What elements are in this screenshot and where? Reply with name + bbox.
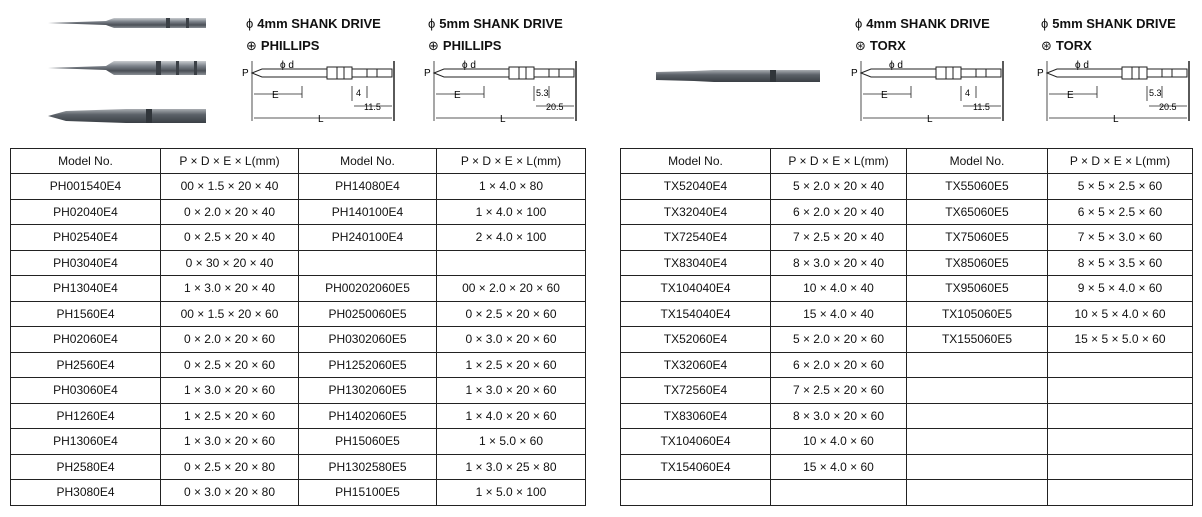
model-number-cell: TX154040E4 xyxy=(621,301,771,327)
table-row xyxy=(621,403,1193,429)
p-label: P xyxy=(242,68,249,79)
column-header: Model No. xyxy=(11,149,161,174)
table-row xyxy=(11,454,586,480)
dimensions-cell: 8 × 5 × 3.5 × 60 xyxy=(1048,250,1193,276)
dimensions-cell xyxy=(1048,454,1193,480)
model-number-cell: PH15060E5 xyxy=(299,429,437,455)
dimensions-cell: 2 × 4.0 × 100 xyxy=(437,225,586,251)
table-header-row xyxy=(621,149,1193,174)
table-row xyxy=(621,199,1193,225)
table-row xyxy=(11,174,586,200)
dimensions-cell: 5 × 5 × 2.5 × 60 xyxy=(1048,174,1193,200)
model-number-cell xyxy=(907,352,1048,378)
e-label: E xyxy=(881,90,888,101)
model-number-cell: TX72560E4 xyxy=(621,378,771,404)
dimensions-cell: 8 × 3.0 × 20 × 40 xyxy=(771,250,907,276)
model-number-cell: TX72540E4 xyxy=(621,225,771,251)
model-number-cell: PH14080E4 xyxy=(299,174,437,200)
dimensions-cell: 0 × 30 × 20 × 40 xyxy=(161,250,299,276)
dimensions-cell: 00 × 1.5 × 20 × 40 xyxy=(161,174,299,200)
table-row xyxy=(621,454,1193,480)
table-row xyxy=(621,480,1193,506)
dimensions-cell: 0 × 2.5 × 20 × 60 xyxy=(437,301,586,327)
dimensions-cell xyxy=(1048,429,1193,455)
dimensions-cell: 0 × 3.0 × 20 × 60 xyxy=(437,327,586,353)
model-number-cell: PH001540E4 xyxy=(11,174,161,200)
dimensions-cell: 10 × 4.0 × 40 xyxy=(771,276,907,302)
dimensions-cell: 1 × 5.0 × 100 xyxy=(437,480,586,506)
l-label: L xyxy=(927,114,933,125)
p-label: P xyxy=(851,68,858,79)
dimensions-cell: 00 × 2.0 × 20 × 60 xyxy=(437,276,586,302)
shank-title: 5mm SHANK DRIVE xyxy=(1052,16,1176,31)
tip-type: PHILLIPS xyxy=(442,38,502,53)
table-row xyxy=(621,301,1193,327)
dimensions-cell: 9 × 5 × 4.0 × 60 xyxy=(1048,276,1193,302)
model-number-cell xyxy=(907,429,1048,455)
diameter-symbol: ϕ xyxy=(428,16,436,31)
dimension-diagram-4mm-torx xyxy=(851,56,1011,128)
tip-dim: 5.3 xyxy=(536,88,549,98)
column-header: P × D × E × L(mm) xyxy=(771,149,907,174)
dimensions-cell: 0 × 2.0 × 20 × 40 xyxy=(161,199,299,225)
model-number-cell: PH1302060E5 xyxy=(299,378,437,404)
model-number-cell: PH1260E4 xyxy=(11,403,161,429)
dimensions-cell: 1 × 3.0 × 20 × 60 xyxy=(437,378,586,404)
dimensions-cell: 10 × 4.0 × 60 xyxy=(771,429,907,455)
dimensions-cell xyxy=(1048,403,1193,429)
model-number-cell xyxy=(907,480,1048,506)
model-number-cell: PH15100E5 xyxy=(299,480,437,506)
d-label: ϕ d xyxy=(462,60,476,71)
header-5mm-phillips xyxy=(428,16,563,54)
model-number-cell: PH140100E4 xyxy=(299,199,437,225)
table-row xyxy=(621,352,1193,378)
header-5mm-torx xyxy=(1041,16,1176,54)
model-number-cell: TX154060E4 xyxy=(621,454,771,480)
torx-icon: ⊛ xyxy=(1041,38,1052,53)
table-row xyxy=(621,250,1193,276)
shank-dim: 11.5 xyxy=(364,102,381,112)
dimensions-cell: 0 × 2.5 × 20 × 60 xyxy=(161,352,299,378)
model-number-cell: PH0302060E5 xyxy=(299,327,437,353)
model-number-cell: TX95060E5 xyxy=(907,276,1048,302)
dimensions-cell: 6 × 2.0 × 20 × 60 xyxy=(771,352,907,378)
model-number-cell: PH00202060E5 xyxy=(299,276,437,302)
dimension-diagram-5mm-torx xyxy=(1037,56,1197,128)
table-row xyxy=(11,403,586,429)
dimensions-cell: 5 × 2.0 × 20 × 60 xyxy=(771,327,907,353)
dimensions-cell xyxy=(1048,352,1193,378)
model-number-cell: PH1402060E5 xyxy=(299,403,437,429)
tip-type: TORX xyxy=(1055,38,1092,53)
dimension-diagram-4mm-phillips xyxy=(242,56,402,128)
table-row xyxy=(11,429,586,455)
model-number-cell: PH1302580E5 xyxy=(299,454,437,480)
model-number-cell: PH2580E4 xyxy=(11,454,161,480)
l-label: L xyxy=(318,114,324,125)
model-number-cell: TX83060E4 xyxy=(621,403,771,429)
shank-title: 5mm SHANK DRIVE xyxy=(439,16,563,31)
torx-bit-image xyxy=(654,66,822,86)
diameter-symbol: ϕ xyxy=(855,16,863,31)
model-number-cell xyxy=(299,250,437,276)
dimensions-cell: 0 × 2.0 × 20 × 60 xyxy=(161,327,299,353)
model-number-cell: PH03060E4 xyxy=(11,378,161,404)
torx-icon: ⊛ xyxy=(855,38,866,53)
column-header: P × D × E × L(mm) xyxy=(161,149,299,174)
model-number-cell: TX104060E4 xyxy=(621,429,771,455)
shank-dim: 20.5 xyxy=(546,102,564,112)
model-number-cell: TX75060E5 xyxy=(907,225,1048,251)
model-number-cell: PH1560E4 xyxy=(11,301,161,327)
diameter-symbol: ϕ xyxy=(1041,16,1049,31)
table-row xyxy=(11,378,586,404)
dimensions-cell: 8 × 3.0 × 20 × 60 xyxy=(771,403,907,429)
tip-dim: 4 xyxy=(965,88,971,98)
l-label: L xyxy=(500,114,506,125)
column-header: P × D × E × L(mm) xyxy=(1048,149,1193,174)
torx-spec-table xyxy=(620,148,1193,506)
shank-dim: 20.5 xyxy=(1159,102,1177,112)
dimensions-cell: 1 × 3.0 × 20 × 40 xyxy=(161,276,299,302)
e-label: E xyxy=(272,90,279,101)
tip-type: TORX xyxy=(869,38,906,53)
model-number-cell xyxy=(907,378,1048,404)
dimensions-cell xyxy=(771,480,907,506)
dimensions-cell: 1 × 3.0 × 25 × 80 xyxy=(437,454,586,480)
table-row xyxy=(11,352,586,378)
table-row xyxy=(11,225,586,251)
model-number-cell: TX155060E5 xyxy=(907,327,1048,353)
dimensions-cell xyxy=(1048,378,1193,404)
diameter-symbol: ϕ xyxy=(246,16,254,31)
table-row xyxy=(11,327,586,353)
model-number-cell: TX65060E5 xyxy=(907,199,1048,225)
dimensions-cell: 7 × 2.5 × 20 × 40 xyxy=(771,225,907,251)
tip-dim: 4 xyxy=(356,88,362,98)
table-row xyxy=(621,378,1193,404)
dimensions-cell: 6 × 5 × 2.5 × 60 xyxy=(1048,199,1193,225)
model-number-cell xyxy=(907,454,1048,480)
table-row xyxy=(11,276,586,302)
model-number-cell: PH13040E4 xyxy=(11,276,161,302)
column-header: Model No. xyxy=(907,149,1048,174)
model-number-cell: TX85060E5 xyxy=(907,250,1048,276)
model-number-cell: TX52040E4 xyxy=(621,174,771,200)
table-row xyxy=(621,276,1193,302)
model-number-cell: PH03040E4 xyxy=(11,250,161,276)
header-4mm-torx xyxy=(855,16,990,54)
dimensions-cell: 1 × 2.5 × 20 × 60 xyxy=(161,403,299,429)
model-number-cell: PH1252060E5 xyxy=(299,352,437,378)
tip-type: PHILLIPS xyxy=(260,38,320,53)
dimensions-cell: 1 × 4.0 × 20 × 60 xyxy=(437,403,586,429)
dimensions-cell: 1 × 3.0 × 20 × 60 xyxy=(161,429,299,455)
model-number-cell: TX32040E4 xyxy=(621,199,771,225)
model-number-cell: TX32060E4 xyxy=(621,352,771,378)
e-label: E xyxy=(454,90,461,101)
column-header: Model No. xyxy=(299,149,437,174)
dimensions-cell: 0 × 3.0 × 20 × 80 xyxy=(161,480,299,506)
phillips-spec-table xyxy=(10,148,586,506)
dimensions-cell: 0 × 2.5 × 20 × 80 xyxy=(161,454,299,480)
d-label: ϕ d xyxy=(889,60,903,71)
d-label: ϕ d xyxy=(1075,60,1089,71)
phillips-icon: ⊕ xyxy=(428,38,439,53)
model-number-cell: PH3080E4 xyxy=(11,480,161,506)
table-row xyxy=(11,480,586,506)
model-number-cell: PH02040E4 xyxy=(11,199,161,225)
dimensions-cell: 1 × 4.0 × 80 xyxy=(437,174,586,200)
table-row xyxy=(621,225,1193,251)
table-row xyxy=(11,199,586,225)
dimensions-cell: 0 × 2.5 × 20 × 40 xyxy=(161,225,299,251)
p-label: P xyxy=(1037,68,1044,79)
p-label: P xyxy=(424,68,431,79)
d-label: ϕ d xyxy=(280,60,294,71)
l-label: L xyxy=(1113,114,1119,125)
model-number-cell: PH0250060E5 xyxy=(299,301,437,327)
phillips-bit-medium-image xyxy=(46,56,208,80)
dimensions-cell: 1 × 3.0 × 20 × 60 xyxy=(161,378,299,404)
column-header: P × D × E × L(mm) xyxy=(437,149,586,174)
dimensions-cell: 5 × 2.0 × 20 × 40 xyxy=(771,174,907,200)
shank-title: 4mm SHANK DRIVE xyxy=(866,16,990,31)
dimension-diagram-5mm-phillips xyxy=(424,56,584,128)
model-number-cell: TX105060E5 xyxy=(907,301,1048,327)
column-header: Model No. xyxy=(621,149,771,174)
dimensions-cell: 15 × 5 × 5.0 × 60 xyxy=(1048,327,1193,353)
dimensions-cell: 15 × 4.0 × 40 xyxy=(771,301,907,327)
dimensions-cell: 1 × 4.0 × 100 xyxy=(437,199,586,225)
model-number-cell: TX104040E4 xyxy=(621,276,771,302)
table-row xyxy=(621,429,1193,455)
dimensions-cell xyxy=(437,250,586,276)
phillips-bit-long-image xyxy=(46,104,208,128)
e-label: E xyxy=(1067,90,1074,101)
dimensions-cell: 7 × 2.5 × 20 × 60 xyxy=(771,378,907,404)
model-number-cell: PH240100E4 xyxy=(299,225,437,251)
table-row xyxy=(621,327,1193,353)
dimensions-cell: 1 × 2.5 × 20 × 60 xyxy=(437,352,586,378)
model-number-cell: TX52060E4 xyxy=(621,327,771,353)
model-number-cell xyxy=(907,403,1048,429)
header-4mm-phillips xyxy=(246,16,381,54)
dimensions-cell: 6 × 2.0 × 20 × 40 xyxy=(771,199,907,225)
dimensions-cell: 7 × 5 × 3.0 × 60 xyxy=(1048,225,1193,251)
phillips-bit-short-image xyxy=(46,12,208,34)
model-number-cell: PH13060E4 xyxy=(11,429,161,455)
table-row xyxy=(621,174,1193,200)
model-number-cell: PH2560E4 xyxy=(11,352,161,378)
table-row xyxy=(11,250,586,276)
model-number-cell: PH02540E4 xyxy=(11,225,161,251)
dimensions-cell: 1 × 5.0 × 60 xyxy=(437,429,586,455)
dimensions-cell: 10 × 5 × 4.0 × 60 xyxy=(1048,301,1193,327)
model-number-cell xyxy=(621,480,771,506)
dimensions-cell xyxy=(1048,480,1193,506)
tip-dim: 5.3 xyxy=(1149,88,1162,98)
model-number-cell: PH02060E4 xyxy=(11,327,161,353)
shank-title: 4mm SHANK DRIVE xyxy=(257,16,381,31)
shank-dim: 11.5 xyxy=(973,102,990,112)
dimensions-cell: 15 × 4.0 × 60 xyxy=(771,454,907,480)
table-row xyxy=(11,301,586,327)
phillips-icon: ⊕ xyxy=(246,38,257,53)
model-number-cell: TX83040E4 xyxy=(621,250,771,276)
dimensions-cell: 00 × 1.5 × 20 × 60 xyxy=(161,301,299,327)
table-header-row xyxy=(11,149,586,174)
model-number-cell: TX55060E5 xyxy=(907,174,1048,200)
